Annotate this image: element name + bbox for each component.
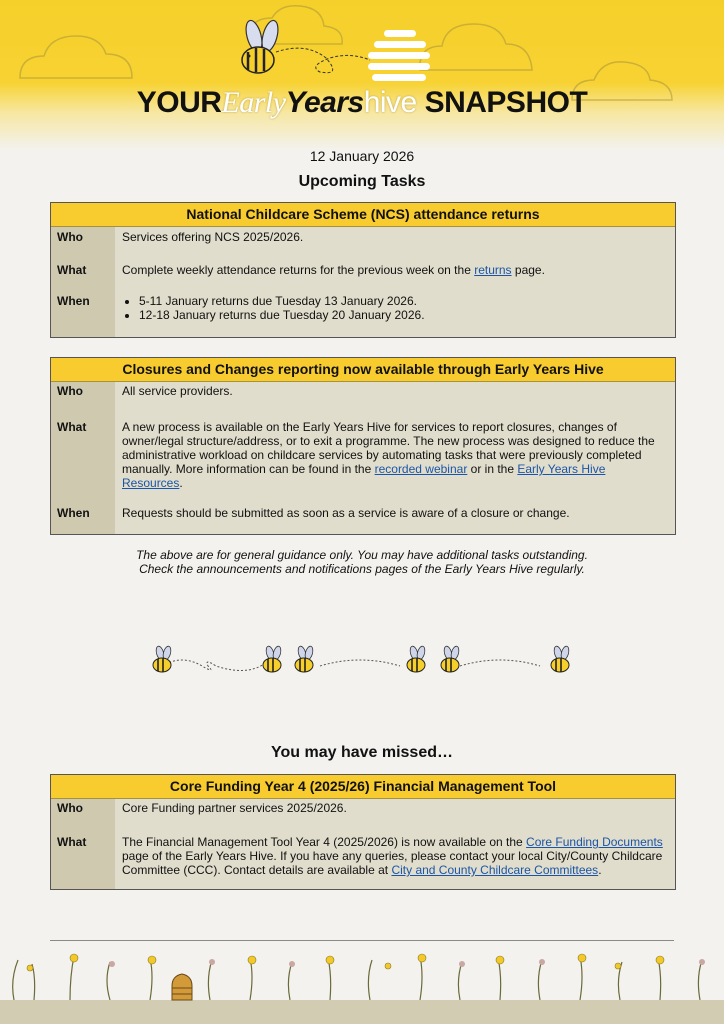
hive-resources-link[interactable]: Early Years Hive Resources (122, 462, 606, 490)
row-value: A new process is available on the Early Years Hive for services to report closures, changes of owner/legal structure/address, or to exit a programme. The new process was designed to reduce the administrative workload on childcare services by automating tasks that were previously completed manually. More information can be found in the recorded webinar or in the Early Years Hive Resources. (122, 420, 655, 490)
core-funding-documents-link[interactable]: Core Funding Documents (526, 835, 663, 849)
row-label: Who (51, 799, 115, 833)
bee-mascot-icon (242, 19, 281, 73)
bee-icon (263, 645, 282, 672)
row-label: Who (51, 382, 115, 418)
task-row-who (51, 799, 675, 833)
flower-icons (27, 954, 664, 971)
task-row-who (51, 382, 675, 418)
row-value: Requests should be submitted as soon as a service is aware of a closure or change. (122, 506, 570, 520)
list-item: • 12-18 January returns due Tuesday 20 January 2026. (139, 308, 669, 322)
row-value: Core Funding partner services 2025/2026. (122, 801, 347, 815)
row-label: What (51, 418, 115, 498)
task-row-who (51, 227, 675, 261)
missed-heading: You may have missed… (271, 744, 453, 761)
cloud-icon (20, 36, 132, 78)
row-label: When (51, 291, 115, 337)
task-row-what (51, 418, 675, 498)
hive-icon (368, 30, 430, 81)
footer-floral-border (0, 948, 724, 1024)
task-box-closures (50, 357, 676, 535)
bee-icon (295, 645, 314, 672)
row-label: What (51, 833, 115, 889)
plant-icons (13, 956, 702, 1000)
recorded-webinar-link[interactable]: recorded webinar (374, 462, 468, 476)
header-banner (0, 0, 724, 150)
bee-icon (551, 645, 570, 672)
returns-link[interactable]: returns (474, 263, 512, 277)
row-label: What (51, 261, 115, 291)
row-value: The Financial Management Tool Year 4 (2025/2026) is now available on the Core Funding Documents page of the Early Years Hive. If you have any queries, please contact your local City/County Childcare Committee (CCC). Contact details are available at City and County Childcare Committees. (122, 835, 663, 877)
flight-path (276, 48, 370, 73)
bee-icon (153, 645, 172, 672)
bees-divider (140, 638, 580, 682)
cloud-icon (420, 24, 532, 70)
task-row-when (51, 498, 675, 534)
row-value (115, 291, 675, 337)
task-row-when (51, 291, 675, 337)
row-value: Services offering NCS 2025/2026. (122, 230, 304, 244)
task-box-ncs (50, 202, 676, 338)
task-title: National Childcare Scheme (NCS) attendance returns (51, 203, 675, 227)
footer-divider (50, 940, 674, 941)
row-value: All service providers. (122, 384, 233, 398)
row-label: Who (51, 227, 115, 261)
task-box-core-funding (50, 774, 676, 890)
beehive-icon (172, 974, 192, 1000)
upcoming-tasks-heading: Upcoming Tasks (298, 173, 426, 190)
header-decoration (0, 0, 724, 150)
bee-icon (407, 645, 426, 672)
snapshot-date: 12 January 2026 (309, 148, 415, 164)
list-item: • 5-11 January returns due Tuesday 13 January 2026. (139, 294, 669, 308)
childcare-committees-link[interactable]: City and County Childcare Committees (391, 863, 599, 877)
guidance-note: The above are for general guidance only. You may have additional tasks outstanding. Check the announcements and notifications pages of the Early Years Hive regularly. (136, 548, 588, 576)
task-title: Core Funding Year 4 (2025/26) Financial Management Tool (51, 775, 675, 799)
task-row-what (51, 833, 675, 889)
row-label: When (51, 498, 115, 534)
row-value: Complete weekly attendance returns for the previous week on the returns page. (122, 263, 545, 277)
bee-icon (441, 645, 460, 672)
page-title: YOUREarlyYearshive SNAPSHOT (136, 86, 588, 119)
footer-band (0, 1000, 724, 1024)
task-title: Closures and Changes reporting now available through Early Years Hive (51, 358, 675, 382)
task-row-what (51, 261, 675, 291)
due-dates-list (122, 294, 669, 322)
